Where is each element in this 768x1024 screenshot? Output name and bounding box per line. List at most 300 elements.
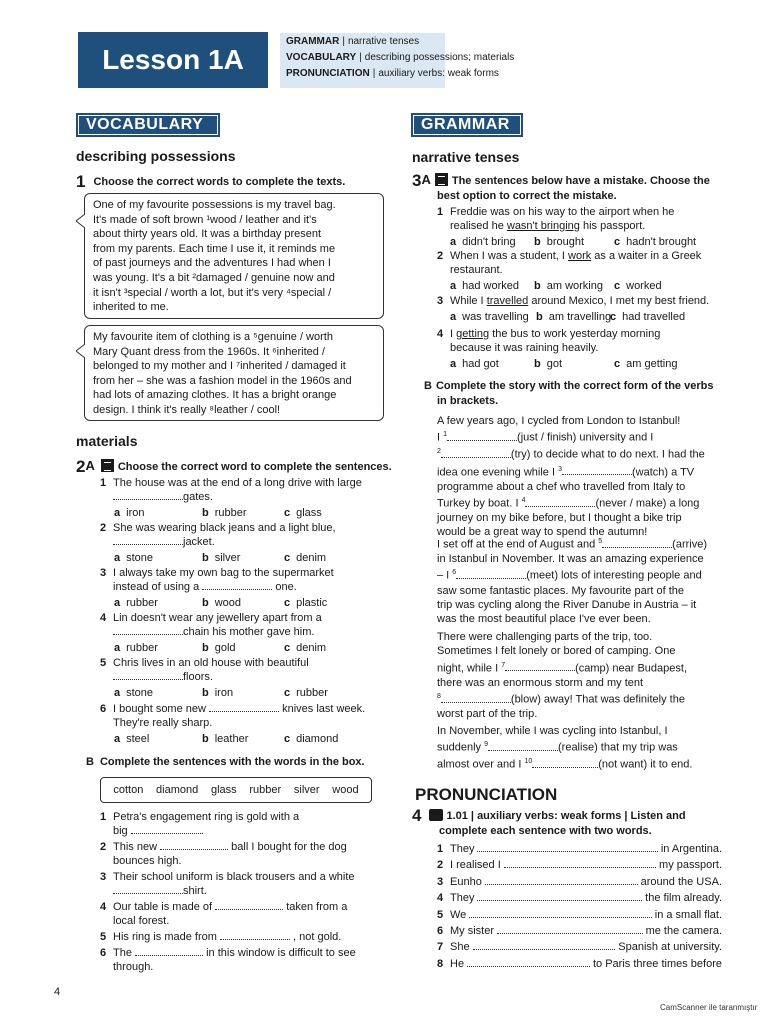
text-line: Mary Quant dress from the 1960s. It ⁶inherited / <box>93 345 325 358</box>
text-line: of past journeys and the adventures I had when I <box>93 257 331 270</box>
item-number: 6 <box>437 925 444 937</box>
story-text: (not want) it to end. <box>598 759 693 772</box>
item-text: My sister <box>450 925 494 937</box>
item-text: Lin doesn't wear any jewellery apart from a <box>113 612 322 624</box>
item-text: instead of using a <box>113 581 200 593</box>
option-text: gold <box>214 642 236 654</box>
subhead-describing-possessions: describing possessions <box>76 148 236 164</box>
exercise-item <box>100 900 390 928</box>
option-text: am travelling <box>548 311 612 323</box>
item-text: the film already. <box>645 892 722 905</box>
item-text: We <box>450 908 467 921</box>
story-text: idea one evening while I <box>437 466 559 479</box>
mistake-underlined: getting <box>456 328 490 340</box>
answer-blank[interactable] <box>160 840 228 850</box>
text-line: belonged to my mother and I ⁷inherited / damaged it <box>93 360 346 373</box>
answer-blank[interactable] <box>209 702 279 712</box>
exercise-1-instruction: 1 Choose the correct words to complete the texts. <box>76 172 346 191</box>
item-number: 1 <box>437 843 444 855</box>
word-box-word: diamond <box>156 784 199 796</box>
option-text: plastic <box>296 597 328 609</box>
scanner-watermark: CamScanner ile taranmıştır <box>660 1003 758 1012</box>
story-line <box>437 612 722 626</box>
vocabulary-banner: VOCABULARY <box>76 113 220 137</box>
exercise-item <box>100 702 390 730</box>
text-line: from my parents. Each time I use it, it reminds me <box>93 242 336 255</box>
text-line: it isn't ³special / worth a lot, but it's very ⁴special / <box>93 286 332 299</box>
exercise-item <box>100 476 390 504</box>
story-line <box>437 738 722 755</box>
exercise-item: 1 Petra's engagement ring is gold with a big . <box>100 811 300 837</box>
item-number: 8 <box>437 957 444 970</box>
text-line: had lots of amazing clothes. It has a bright orange <box>93 389 337 402</box>
story-text: Turkey by boat. I <box>437 497 522 510</box>
option-c[interactable]: c am getting <box>614 358 678 370</box>
answer-blank[interactable] <box>113 490 183 500</box>
pronunciation-item <box>437 957 722 971</box>
item-text: his passport. <box>579 219 646 232</box>
item-number: 2 <box>100 522 107 534</box>
audio-icon[interactable] <box>429 809 443 821</box>
item-text: chain his mother gave him. <box>183 626 315 638</box>
story-text: programme about a chef who travelled from Italy to <box>437 480 686 493</box>
grammar-banner: GRAMMAR <box>411 113 523 137</box>
worksheet-icon <box>101 459 114 472</box>
item-text: bounces high. <box>113 855 182 867</box>
exercise-3b-instruction: B Complete the story with the correct form of the verbs in brackets. <box>424 380 714 407</box>
item-text: They're really sharp. <box>113 717 213 729</box>
gap-number: 10 <box>524 758 533 766</box>
item-number: 2 <box>100 841 107 853</box>
item-text: I <box>450 328 457 340</box>
item-text: When I was a student, I <box>450 250 569 262</box>
answer-blank[interactable] <box>202 580 272 590</box>
option-b[interactable]: b am travelling <box>536 311 612 323</box>
pronunciation-item <box>437 875 722 889</box>
pronunciation-item <box>437 908 722 922</box>
story-paragraph-4 <box>437 724 722 773</box>
option-b[interactable]: b leather <box>202 733 249 745</box>
story-text: saw some fantastic places. My favourite part of the <box>437 584 685 597</box>
exercise-item <box>100 930 390 944</box>
item-number: 5 <box>100 931 107 943</box>
item-text: They <box>450 892 475 905</box>
item-text: to Paris three times before <box>592 957 722 970</box>
text-line: about thirty years old. It was a birthday present <box>93 228 322 241</box>
option-a[interactable]: a steel <box>114 733 150 745</box>
item-number: 5 <box>100 657 107 669</box>
item-text: local forest. <box>113 915 170 927</box>
option-b[interactable]: b iron <box>202 687 234 699</box>
answer-blank[interactable] <box>215 900 283 910</box>
option-text: didn't bring <box>462 236 516 248</box>
story-text: was the most beautiful place I've ever been. <box>437 613 651 626</box>
story-line <box>437 511 722 525</box>
option-text: rubber <box>126 597 158 609</box>
option-text: silver <box>214 552 241 564</box>
answer-blank[interactable] <box>135 946 203 956</box>
option-text: rubber <box>296 687 328 699</box>
option-text: leather <box>214 733 249 745</box>
story-text: (meet) lots of interesting people and <box>526 570 702 583</box>
answer-blank[interactable] <box>497 924 643 934</box>
story-line <box>437 414 722 428</box>
lesson-title: Lesson 1A <box>78 32 268 88</box>
option-c[interactable]: c worked <box>614 280 662 292</box>
option-a[interactable]: a was travelling <box>450 311 529 323</box>
item-text: knives last week. <box>282 703 366 715</box>
exercise-item <box>437 250 732 277</box>
story-text: (blow) away! That was definitely the <box>510 693 685 706</box>
item-text: jacket. <box>183 536 215 548</box>
story-paragraph-3 <box>437 630 722 722</box>
story-line <box>437 690 722 707</box>
item-text: the bus to work yesterday morning <box>489 328 661 340</box>
item-text: , not gold. <box>293 931 342 943</box>
story-line <box>437 724 722 738</box>
text-1-lines <box>93 198 375 315</box>
story-line <box>437 552 722 566</box>
word-box-word: wood <box>332 784 359 796</box>
item-text: Freddie was on his way to the airport when he <box>450 206 675 218</box>
option-text: worked <box>626 280 662 292</box>
item-number: 1 <box>100 477 107 489</box>
story-text: A few years ago, I cycled from London to Istanbul! <box>437 415 681 427</box>
option-c[interactable]: c denim <box>284 552 327 564</box>
answer-blank[interactable] <box>441 693 511 703</box>
word-box-word: silver <box>293 784 320 796</box>
story-text: suddenly <box>437 742 485 755</box>
text-line: It's made of soft brown ¹wood / leather and it's <box>93 213 317 226</box>
item-text: She <box>450 941 470 954</box>
item-number: 3 <box>100 871 107 883</box>
item-text: in Argentina. <box>660 843 722 855</box>
gap-number: 3 <box>558 465 562 473</box>
answer-blank[interactable] <box>113 535 183 545</box>
item-text: one. <box>275 581 297 593</box>
answer-blank[interactable] <box>467 957 590 967</box>
answer-blank[interactable] <box>447 431 517 441</box>
item-text: His ring is made from <box>113 931 217 943</box>
story-text: trip was cycling along the River Danube in Austria – it <box>437 598 697 611</box>
item-text: This new <box>113 841 158 853</box>
option-text: got <box>546 358 563 370</box>
item-text: gates. <box>183 491 213 503</box>
option-b[interactable]: b gold <box>202 642 236 654</box>
item-text: taken from a <box>286 901 348 913</box>
answer-blank[interactable] <box>441 448 511 458</box>
item-text: shirt. <box>183 885 207 897</box>
text-line: was young. It's a bit ²damaged / genuine now and <box>93 271 335 284</box>
option-c[interactable]: c rubber <box>284 687 328 699</box>
option-text: wood <box>214 597 242 609</box>
exercise-item <box>437 295 732 309</box>
answer-blank[interactable] <box>602 538 672 548</box>
item-number: 1 <box>100 811 107 823</box>
text-line: design. I think it's really ⁸leather / cool! <box>93 403 281 416</box>
option-c[interactable]: c glass <box>284 507 322 519</box>
story-text: (watch) a TV <box>632 466 695 479</box>
answer-blank[interactable] <box>504 858 656 868</box>
option-a[interactable]: a rubber <box>114 642 158 654</box>
option-c[interactable]: c had travelled <box>610 311 686 323</box>
exercise-item <box>100 521 390 549</box>
answer-blank[interactable] <box>113 884 183 894</box>
answer-blank[interactable] <box>505 661 575 671</box>
item-text: I realised I <box>450 859 501 872</box>
story-text: I <box>437 432 444 445</box>
item-number: 2 <box>437 859 444 872</box>
gap-number: 4 <box>521 497 526 504</box>
story-text: almost over and I <box>437 759 525 772</box>
gap-number: 7 <box>501 661 506 669</box>
exercise-item <box>100 946 390 974</box>
subhead-narrative-tenses: narrative tenses <box>412 149 520 165</box>
answer-blank[interactable] <box>477 891 642 901</box>
option-text: rubber <box>214 507 247 519</box>
option-text: denim <box>296 642 327 654</box>
story-text: would be a great way to spend the autumn! <box>437 526 648 539</box>
story-text: There were challenging parts of the trip, too. <box>437 631 653 643</box>
item-text: Their school uniform is black trousers and a white <box>113 871 355 883</box>
exercise-2b-instruction: B Complete the sentences with the words in the box. <box>86 756 365 768</box>
option-text: stone <box>126 687 154 699</box>
option-text: iron <box>214 687 234 699</box>
option-c[interactable]: c diamond <box>284 733 339 745</box>
item-text: They <box>450 843 475 855</box>
page-number: 4 <box>54 986 61 998</box>
story-text: journey on my bike before, but I thought a bike trip <box>437 512 682 525</box>
item-text: because it was raining heavily. <box>450 341 599 354</box>
story-text: Sometimes I felt lonely or bored of camping. One <box>437 645 676 658</box>
option-text: had got <box>462 358 499 370</box>
option-text: steel <box>126 733 150 745</box>
option-a[interactable]: a stone <box>114 687 154 699</box>
exercise-item <box>100 840 390 868</box>
option-text: was travelling <box>462 311 529 323</box>
item-text: She was wearing black jeans and a light blue, <box>113 522 336 534</box>
story-line <box>437 480 722 494</box>
story-line <box>437 584 722 598</box>
gap-number: 9 <box>484 741 488 749</box>
item-text: The <box>113 947 132 959</box>
option-a[interactable]: a had worked <box>450 280 519 292</box>
exercise-4-instruction: 4 1.01 | auxiliary verbs: weak forms | Listen and complete each sentence with two words. <box>412 806 686 837</box>
option-b[interactable]: b silver <box>202 552 241 564</box>
item-text: He <box>450 957 465 970</box>
option-text: had worked <box>462 280 519 292</box>
option-text: iron <box>126 507 145 519</box>
item-number: 3 <box>100 567 107 579</box>
story-text: I set off at the end of August and <box>437 538 599 551</box>
item-text: through. <box>113 961 154 973</box>
story-line <box>437 494 722 511</box>
story-text: (realise) that my trip was <box>558 742 678 755</box>
option-b[interactable]: b got <box>534 358 563 370</box>
story-line <box>437 598 722 612</box>
story-text: (try) to decide what to do next. I had the <box>510 449 705 462</box>
story-line <box>437 707 722 721</box>
option-a[interactable]: a had got <box>450 358 499 370</box>
story-text: (camp) near Budapest, <box>575 662 687 675</box>
option-text: am getting <box>626 358 678 370</box>
item-number: 4 <box>100 612 107 624</box>
item-text: around the USA. <box>640 875 722 888</box>
lesson-topics: GRAMMAR | narrative tenses VOCABULARY | describing possessions; materials PRONUNCIATION | auxiliary verbs: weak forms <box>280 33 445 88</box>
word-box-word: glass <box>210 784 237 796</box>
item-text: While I <box>450 295 487 307</box>
item-text: ball I bought for the dog <box>231 841 347 853</box>
story-line <box>437 630 722 644</box>
pronunciation-title: PRONUNCIATION <box>415 785 558 804</box>
exercise-item <box>100 566 390 594</box>
exercise-2a-instruction: 2A Choose the correct word to complete the sentences. <box>76 457 392 476</box>
exercise-item <box>437 328 732 355</box>
item-text: in this window is difficult to see <box>206 947 356 959</box>
item-text: as a waiter in a Greek <box>591 250 702 262</box>
item-number: 4 <box>437 892 444 905</box>
item-text: Petra's engagement ring is gold with a <box>113 811 300 823</box>
worksheet-icon <box>435 173 448 186</box>
item-text: around Mexico, I met my best friend. <box>528 295 710 307</box>
pronunciation-item <box>437 858 722 872</box>
mistake-underlined: wasn't bringing <box>506 219 580 232</box>
exercise-3a-instruction: 3A The sentences below have a mistake. Choose the best option to correct the mistake. <box>412 171 710 202</box>
answer-blank[interactable] <box>220 930 290 940</box>
exercise-item <box>437 206 732 233</box>
text-line: from her – she was a fashion model in the 1960s and <box>93 374 352 387</box>
option-b[interactable]: b am working <box>534 280 603 292</box>
option-text: had travelled <box>622 311 686 323</box>
option-b[interactable]: b wood <box>202 597 242 609</box>
pronunciation-item <box>437 891 722 905</box>
mistake-underlined: work <box>568 250 592 262</box>
word-box <box>100 777 372 803</box>
answer-blank[interactable] <box>473 940 616 950</box>
story-text: (just / finish) university and I <box>517 432 654 445</box>
answer-blank[interactable] <box>131 824 201 834</box>
story-line <box>437 428 722 445</box>
story-text: In November, while I was cycling into Istanbul, I <box>437 725 668 737</box>
item-text: Eunho <box>450 875 482 888</box>
option-text: glass <box>296 507 322 519</box>
text-2-lines <box>93 330 375 418</box>
text-line: My favourite item of clothing is a ⁵genuine / worth <box>93 331 333 343</box>
option-text: rubber <box>126 642 158 654</box>
item-text: Chris lives in an old house with beautiful <box>113 657 309 669</box>
story-line <box>437 445 722 462</box>
answer-blank[interactable] <box>532 758 598 768</box>
story-line <box>437 566 722 583</box>
text-line: One of my favourite possessions is my travel bag. <box>93 199 336 211</box>
story-line <box>437 755 722 772</box>
item-text: Our table is made of <box>113 901 213 913</box>
item-text: me the camera. <box>645 925 722 937</box>
exercise-item <box>100 611 390 639</box>
exercise-item <box>100 870 390 898</box>
answer-blank[interactable] <box>488 741 558 751</box>
gap-number: 1 <box>443 431 448 439</box>
answer-blank[interactable] <box>485 875 638 885</box>
story-text: night, while I <box>437 662 502 675</box>
text-box-1 <box>84 193 384 319</box>
mistake-underlined: travelled <box>486 295 529 307</box>
option-c[interactable]: c plastic <box>284 597 328 609</box>
gap-number: 5 <box>598 538 603 545</box>
story-paragraph-1 <box>437 414 722 540</box>
item-number: 1 <box>437 206 444 218</box>
answer-blank[interactable] <box>113 625 183 635</box>
subhead-materials: materials <box>76 433 138 449</box>
option-c[interactable]: c hadn't brought <box>614 236 697 248</box>
story-line <box>437 644 722 658</box>
item-text: restaurant. <box>450 263 503 276</box>
gap-number: 2 <box>437 448 441 456</box>
answer-blank[interactable] <box>562 465 632 475</box>
option-a[interactable]: a rubber <box>114 597 158 609</box>
story-text: there was an enormous storm and my tent <box>437 676 644 689</box>
answer-blank[interactable] <box>477 842 657 852</box>
story-text: – I <box>437 570 453 583</box>
exercise-item <box>100 656 390 684</box>
gap-number: 6 <box>452 569 457 577</box>
item-text: in a small flat. <box>654 908 722 921</box>
story-text: in Istanbul in November. It was an amazing experience <box>437 553 704 566</box>
item-number: 5 <box>437 908 444 921</box>
story-line <box>437 463 722 480</box>
gap-number: 8 <box>437 693 441 701</box>
answer-blank[interactable] <box>525 497 595 507</box>
option-text: stone <box>126 552 154 564</box>
option-a[interactable]: a iron <box>114 507 145 519</box>
option-text: hadn't brought <box>626 236 697 248</box>
item-text: my passport. <box>659 859 722 872</box>
item-number: 7 <box>437 941 444 954</box>
answer-blank[interactable] <box>113 670 183 680</box>
story-line <box>437 659 722 676</box>
option-c[interactable]: c denim <box>284 642 327 654</box>
story-line <box>437 535 722 552</box>
story-text: (never / make) a long <box>595 497 700 510</box>
option-b[interactable]: b brought <box>534 236 585 248</box>
option-text: denim <box>296 552 327 564</box>
word-box-word: cotton <box>113 784 144 796</box>
option-text: brought <box>546 236 585 248</box>
pronunciation-item <box>437 842 722 856</box>
item-number: 6 <box>100 947 107 959</box>
item-text: The house was at the end of a long drive with large <box>113 477 362 489</box>
option-a[interactable]: a didn't bring <box>450 236 516 248</box>
story-line <box>437 676 722 690</box>
item-number: 4 <box>437 328 444 340</box>
option-text: am working <box>546 280 603 292</box>
story-paragraph-2 <box>437 535 722 627</box>
option-b[interactable]: b rubber <box>202 507 247 519</box>
item-number: 6 <box>100 703 107 715</box>
answer-blank[interactable] <box>456 569 526 579</box>
pronunciation-item <box>437 924 722 938</box>
item-number: 2 <box>437 250 444 262</box>
item-text: I always take my own bag to the supermarket <box>113 567 334 579</box>
item-text: Spanish at university. <box>618 941 722 954</box>
item-text: floors. <box>183 671 213 683</box>
item-number: 3 <box>437 295 444 307</box>
option-a[interactable]: a stone <box>114 552 154 564</box>
answer-blank[interactable] <box>469 908 651 918</box>
option-text: diamond <box>296 733 339 745</box>
text-line: inherited to me. <box>93 301 169 314</box>
item-text: realised he <box>450 219 507 232</box>
